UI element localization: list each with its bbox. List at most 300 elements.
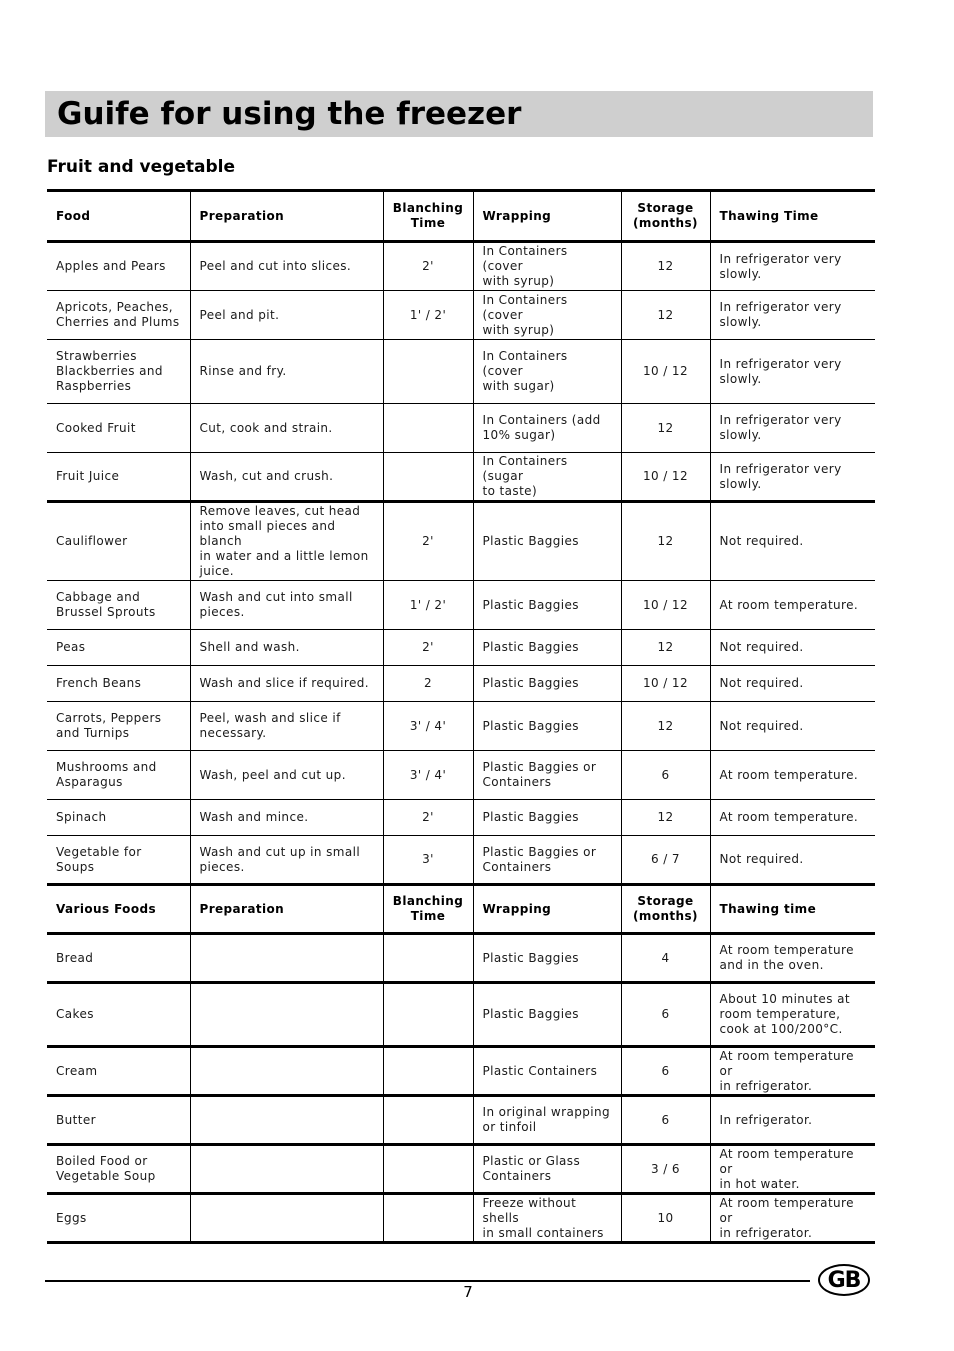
row-wrap-line: in small containers <box>482 1225 604 1240</box>
row-thaw-line: At room temperature or <box>719 1195 854 1225</box>
row-food-line: Mushrooms and <box>56 760 157 774</box>
row-cell-wrap <box>473 1096 621 1145</box>
table-row <box>47 800 875 836</box>
header-blanching-line: Time <box>410 909 446 923</box>
title-bar <box>45 91 873 137</box>
row-cell-prep <box>190 340 383 404</box>
header-food <box>47 885 190 934</box>
table-row <box>47 1096 875 1145</box>
row-storage-text: 12 <box>657 534 674 548</box>
header-wrapping <box>473 885 621 934</box>
row-wrap-line: Plastic Baggies <box>482 718 579 733</box>
row-wrap-line: Plastic Baggies <box>482 597 579 612</box>
row-wrap-line: Plastic Baggies or <box>482 844 597 859</box>
row-food-line: and Turnips <box>56 726 130 740</box>
row-wrap-line: In Containers (cover <box>482 292 568 322</box>
row-cell-wrap <box>473 934 621 983</box>
row-thaw-line: In refrigerator very <box>719 356 842 371</box>
row-cell-prep <box>190 404 383 453</box>
row-thaw-line: At room temperature or <box>719 1146 854 1176</box>
row-cell-wrap <box>473 836 621 885</box>
table-row <box>47 242 875 291</box>
row-wrap-line: Freeze without shells <box>482 1195 577 1225</box>
row-cell-thaw <box>710 453 875 502</box>
row-cell-wrap <box>473 404 621 453</box>
row-cell-thaw <box>710 1047 875 1096</box>
row-cell-wrap <box>473 800 621 836</box>
row-thaw-line: in refrigerator. <box>719 1078 813 1093</box>
row-storage-text: 4 <box>661 950 670 965</box>
row-cell-storage <box>621 581 710 630</box>
row-cell-storage <box>621 666 710 702</box>
header-storage-line: Storage <box>637 894 694 908</box>
row-cell-thaw <box>710 581 875 630</box>
header-preparation <box>190 191 383 242</box>
row-storage-text: 6 <box>661 1063 670 1078</box>
row-cell-wrap <box>473 1194 621 1243</box>
header-blanching-line: Blanching <box>392 201 464 215</box>
row-blanch-text: 2 <box>423 676 433 690</box>
row-thaw-line: In refrigerator very <box>719 461 842 476</box>
row-prep-line: pieces. <box>199 605 245 619</box>
row-cell-wrap <box>473 983 621 1047</box>
row-cell-blanch <box>383 291 473 340</box>
row-cell-prep <box>190 242 383 291</box>
table-row <box>47 630 875 666</box>
header-food <box>47 191 190 242</box>
row-cell-thaw <box>710 630 875 666</box>
header-blanching-line: Blanching <box>392 894 464 908</box>
row-wrap-line: Plastic Containers <box>482 1063 598 1078</box>
row-cell-prep <box>190 983 383 1047</box>
table-row <box>47 404 875 453</box>
row-cell-storage <box>621 340 710 404</box>
header-preparation-label: Preparation <box>199 208 285 223</box>
row-cell-blanch <box>383 836 473 885</box>
table-row <box>47 983 875 1047</box>
row-blanch-text: 3' <box>422 852 434 866</box>
row-cell-prep <box>190 581 383 630</box>
row-cell-blanch <box>383 983 473 1047</box>
row-wrap-line: In Containers (cover <box>482 244 568 273</box>
row-storage-text: 10 / 12 <box>642 364 688 378</box>
row-cell-storage <box>621 1047 710 1096</box>
row-wrap-line: 10% sugar) <box>482 428 556 442</box>
header-storage <box>621 191 710 242</box>
row-wrap-line: with sugar) <box>482 379 555 393</box>
row-thaw-line: At room temperature. <box>719 767 859 782</box>
row-thaw-line: In refrigerator very <box>719 251 842 266</box>
row-cell-prep <box>190 836 383 885</box>
row-storage-text: 6 <box>661 767 670 782</box>
row-prep-line: Rinse and fry. <box>199 364 287 378</box>
row-cell-thaw <box>710 1194 875 1243</box>
row-blanch-text: 2' <box>422 259 434 273</box>
row-prep-line: Peel and cut into slices. <box>199 259 352 273</box>
row-cell-food <box>47 983 190 1047</box>
row-prep-line: Wash and slice if required. <box>199 676 369 690</box>
row-prep-line: in water and a little lemon <box>199 549 369 563</box>
row-wrap-line: Plastic Baggies <box>482 534 579 548</box>
table-row <box>47 1145 875 1194</box>
row-wrap-line: In Containers (cover <box>482 349 568 378</box>
row-prep-line: into small pieces and blanch <box>199 519 336 548</box>
row-cell-wrap <box>473 453 621 502</box>
row-cell-thaw <box>710 934 875 983</box>
row-thaw-line: At room temperature. <box>719 597 859 612</box>
row-prep-line: Wash, cut and crush. <box>199 469 334 483</box>
row-wrap-line: with syrup) <box>482 322 555 337</box>
row-cell-blanch <box>383 242 473 291</box>
row-cell-storage <box>621 1194 710 1243</box>
row-blanch-text: 3' / 4' <box>409 767 447 782</box>
row-thaw-line: slowly. <box>719 266 762 281</box>
table-row <box>47 453 875 502</box>
row-cell-prep <box>190 630 383 666</box>
row-cell-blanch <box>383 502 473 581</box>
row-cell-storage <box>621 242 710 291</box>
row-thaw-line: Not required. <box>719 718 804 733</box>
page-title: Guife for using the freezer <box>57 96 522 132</box>
row-cell-blanch <box>383 453 473 502</box>
row-prep-line: Peel and pit. <box>199 307 280 322</box>
row-food-line: Cabbage and <box>56 590 141 604</box>
row-thaw-line: cook at 100/200°C. <box>719 1022 843 1036</box>
header-thawing <box>710 191 875 242</box>
table-row <box>47 340 875 404</box>
row-food-line: Strawberries <box>56 349 137 363</box>
table-row <box>47 702 875 751</box>
row-cell-prep <box>190 751 383 800</box>
row-cell-wrap <box>473 1145 621 1194</box>
row-cell-storage <box>621 291 710 340</box>
row-storage-text: 12 <box>657 259 674 273</box>
freezer-guide-table <box>47 189 875 1244</box>
header-preparation-label: Preparation <box>199 901 285 916</box>
row-cell-storage <box>621 502 710 581</box>
row-thaw-line: slowly. <box>719 315 762 329</box>
row-wrap-line: Containers <box>482 859 552 874</box>
row-wrap-line: Plastic Baggies <box>482 676 579 690</box>
row-thaw-line: slowly. <box>719 371 762 386</box>
row-thaw-line: and in the oven. <box>719 958 824 972</box>
row-food-line: Cream <box>56 1063 98 1078</box>
row-cell-food <box>47 666 190 702</box>
row-cell-prep <box>190 934 383 983</box>
row-blanch-text: 2' <box>422 810 434 824</box>
header-blanching <box>383 885 473 934</box>
row-wrap-line: In Containers (add <box>482 413 601 427</box>
row-thaw-line: In refrigerator very <box>719 413 842 427</box>
row-cell-blanch <box>383 934 473 983</box>
row-cell-food <box>47 581 190 630</box>
header-wrapping-label: Wrapping <box>482 901 552 916</box>
row-cell-blanch <box>383 666 473 702</box>
row-cell-wrap <box>473 242 621 291</box>
row-food-line: Apricots, Peaches, <box>56 300 174 314</box>
row-prep-line: Wash and cut into small <box>199 590 353 604</box>
header-blanching-line: Time <box>410 216 446 230</box>
row-food-line: Blackberries and <box>56 364 163 378</box>
row-cell-wrap <box>473 291 621 340</box>
row-food-line: Cauliflower <box>56 534 128 548</box>
row-storage-text: 6 <box>661 1112 670 1127</box>
row-thaw-line: room temperature, <box>719 1007 841 1021</box>
row-cell-food <box>47 404 190 453</box>
row-cell-blanch <box>383 751 473 800</box>
row-thaw-line: in hot water. <box>719 1176 800 1191</box>
row-cell-thaw <box>710 242 875 291</box>
row-cell-food <box>47 502 190 581</box>
row-cell-wrap <box>473 630 621 666</box>
row-cell-storage <box>621 751 710 800</box>
header-storage-line: (months) <box>633 216 698 230</box>
row-wrap-line: Plastic Baggies <box>482 810 579 824</box>
table-header-row <box>47 885 875 934</box>
header-blanching <box>383 191 473 242</box>
row-food-line: Cakes <box>56 1007 94 1021</box>
row-cell-food <box>47 1096 190 1145</box>
row-cell-storage <box>621 836 710 885</box>
row-wrap-line: or tinfoil <box>482 1120 537 1134</box>
row-food-line: Bread <box>56 950 94 965</box>
row-food-line: Fruit Juice <box>56 469 120 483</box>
header-wrapping <box>473 191 621 242</box>
row-storage-text: 6 / 7 <box>651 852 680 866</box>
row-thaw-line: At room temperature <box>719 943 854 957</box>
row-cell-prep <box>190 666 383 702</box>
row-cell-storage <box>621 1145 710 1194</box>
row-wrap-line: Plastic Baggies <box>482 640 579 654</box>
row-food-line: Spinach <box>56 810 107 824</box>
row-wrap-line: Plastic Baggies <box>482 1007 579 1021</box>
row-wrap-line: to taste) <box>482 484 538 498</box>
header-thawing-label: Thawing Time <box>719 208 819 223</box>
row-storage-text: 12 <box>657 810 674 824</box>
header-wrapping-label: Wrapping <box>482 208 552 223</box>
row-cell-prep <box>190 1047 383 1096</box>
row-storage-text: 10 / 12 <box>642 597 688 612</box>
row-cell-wrap <box>473 751 621 800</box>
row-storage-text: 10 / 12 <box>642 469 688 483</box>
row-food-line: Boiled Food or <box>56 1154 148 1168</box>
row-food-line: Brussel Sprouts <box>56 605 156 619</box>
row-thaw-line: Not required. <box>719 640 804 654</box>
row-thaw-line: slowly. <box>719 476 762 491</box>
row-food-line: Vegetable for Soups <box>56 844 142 874</box>
row-cell-blanch <box>383 1096 473 1145</box>
table-row <box>47 751 875 800</box>
table-row <box>47 581 875 630</box>
header-storage <box>621 885 710 934</box>
row-cell-blanch <box>383 1194 473 1243</box>
table-row <box>47 1047 875 1096</box>
row-cell-food <box>47 1047 190 1096</box>
row-cell-wrap <box>473 502 621 581</box>
row-prep-line: juice. <box>199 564 234 578</box>
row-cell-food <box>47 1145 190 1194</box>
row-cell-prep <box>190 1194 383 1243</box>
page-number: 7 <box>463 1283 473 1301</box>
row-prep-line: Remove leaves, cut head <box>199 504 361 518</box>
row-wrap-line: Containers <box>482 775 552 789</box>
row-cell-blanch <box>383 1047 473 1096</box>
row-cell-storage <box>621 453 710 502</box>
row-cell-food <box>47 934 190 983</box>
row-cell-storage <box>621 702 710 751</box>
row-cell-wrap <box>473 581 621 630</box>
row-cell-storage <box>621 800 710 836</box>
row-cell-prep <box>190 1096 383 1145</box>
row-thaw-line: In refrigerator very <box>719 300 842 314</box>
row-cell-thaw <box>710 291 875 340</box>
row-thaw-line: Not required. <box>719 676 804 690</box>
row-blanch-text: 1' / 2' <box>409 597 447 612</box>
row-cell-thaw <box>710 666 875 702</box>
row-wrap-line: Containers <box>482 1169 552 1183</box>
row-cell-prep <box>190 1145 383 1194</box>
gb-region-badge: GB <box>818 1264 870 1296</box>
row-prep-line: Peel, wash and slice if <box>199 711 341 725</box>
row-blanch-text: 3' / 4' <box>409 718 447 733</box>
row-wrap-line: Plastic Baggies <box>482 950 579 965</box>
header-thawing-label: Thawing time <box>719 901 817 916</box>
table-header-row <box>47 191 875 242</box>
header-storage-line: (months) <box>633 909 698 923</box>
header-preparation <box>190 885 383 934</box>
row-food-line: Carrots, Peppers <box>56 711 162 725</box>
table-row <box>47 934 875 983</box>
row-cell-storage <box>621 934 710 983</box>
row-prep-line: Wash and mince. <box>199 810 309 824</box>
row-thaw-line: At room temperature or <box>719 1048 854 1078</box>
row-thaw-line: About 10 minutes at <box>719 992 850 1006</box>
row-food-line: Eggs <box>56 1210 87 1225</box>
row-cell-prep <box>190 502 383 581</box>
header-storage-line: Storage <box>637 201 694 215</box>
row-cell-thaw <box>710 836 875 885</box>
row-cell-food <box>47 1194 190 1243</box>
row-wrap-line: Plastic Baggies or <box>482 760 597 774</box>
row-cell-blanch <box>383 340 473 404</box>
row-storage-text: 12 <box>657 718 674 733</box>
row-cell-food <box>47 242 190 291</box>
row-cell-thaw <box>710 983 875 1047</box>
row-cell-blanch <box>383 404 473 453</box>
row-wrap-line: In original wrapping <box>482 1105 611 1119</box>
row-cell-food <box>47 836 190 885</box>
table-row <box>47 836 875 885</box>
row-food-line: Cooked Fruit <box>56 420 136 435</box>
row-cell-prep <box>190 702 383 751</box>
table-row <box>47 502 875 581</box>
row-storage-text: 6 <box>661 1007 670 1021</box>
row-thaw-line: Not required. <box>719 852 804 866</box>
header-food-label: Various Foods <box>56 901 156 916</box>
row-cell-thaw <box>710 340 875 404</box>
row-cell-storage <box>621 983 710 1047</box>
row-cell-thaw <box>710 751 875 800</box>
row-food-line: Apples and Pears <box>56 259 166 273</box>
row-food-line: French Beans <box>56 676 142 690</box>
row-cell-wrap <box>473 340 621 404</box>
row-thaw-line: in refrigerator. <box>719 1225 813 1240</box>
row-storage-text: 12 <box>657 640 674 654</box>
row-cell-food <box>47 751 190 800</box>
row-cell-food <box>47 453 190 502</box>
row-cell-food <box>47 800 190 836</box>
row-thaw-line: slowly. <box>719 428 762 442</box>
row-cell-blanch <box>383 630 473 666</box>
row-cell-thaw <box>710 502 875 581</box>
row-wrap-line: In Containers (sugar <box>482 454 568 483</box>
row-blanch-text: 2' <box>422 534 434 548</box>
row-food-line: Asparagus <box>56 775 123 789</box>
row-storage-text: 12 <box>657 420 674 435</box>
row-thaw-line: Not required. <box>719 534 804 548</box>
row-cell-thaw <box>710 1096 875 1145</box>
footer-divider <box>45 1280 810 1282</box>
row-cell-wrap <box>473 702 621 751</box>
row-prep-line: Shell and wash. <box>199 640 300 654</box>
row-cell-wrap <box>473 1047 621 1096</box>
row-thaw-line: At room temperature. <box>719 810 859 824</box>
row-food-line: Vegetable Soup <box>56 1169 156 1183</box>
row-cell-thaw <box>710 702 875 751</box>
row-cell-prep <box>190 800 383 836</box>
freezer-guide-body <box>47 191 875 1243</box>
row-cell-blanch <box>383 1145 473 1194</box>
table-row <box>47 666 875 702</box>
row-prep-line: Cut, cook and strain. <box>199 420 333 435</box>
row-cell-prep <box>190 453 383 502</box>
row-prep-line: pieces. <box>199 859 245 874</box>
row-cell-prep <box>190 291 383 340</box>
table-row <box>47 1194 875 1243</box>
section-subtitle: Fruit and vegetable <box>47 157 235 177</box>
header-food-label: Food <box>56 208 91 223</box>
row-wrap-line: Plastic or Glass <box>482 1154 581 1168</box>
row-cell-storage <box>621 404 710 453</box>
row-food-line: Butter <box>56 1112 96 1127</box>
row-cell-food <box>47 630 190 666</box>
row-cell-wrap <box>473 666 621 702</box>
row-cell-food <box>47 340 190 404</box>
row-prep-line: Wash and cut up in small <box>199 844 361 859</box>
row-cell-thaw <box>710 404 875 453</box>
row-food-line: Peas <box>56 640 86 654</box>
row-cell-food <box>47 702 190 751</box>
row-cell-thaw <box>710 800 875 836</box>
row-prep-line: Wash, peel and cut up. <box>199 767 346 782</box>
row-cell-blanch <box>383 581 473 630</box>
row-blanch-text: 1' / 2' <box>409 307 447 322</box>
row-food-line: Cherries and Plums <box>56 315 180 329</box>
row-cell-storage <box>621 630 710 666</box>
row-storage-text: 3 / 6 <box>651 1161 680 1176</box>
row-thaw-line: In refrigerator. <box>719 1112 813 1127</box>
row-storage-text: 10 <box>657 1210 674 1225</box>
row-prep-line: necessary. <box>199 726 267 740</box>
header-thawing <box>710 885 875 934</box>
row-cell-storage <box>621 1096 710 1145</box>
row-cell-blanch <box>383 702 473 751</box>
row-cell-blanch <box>383 800 473 836</box>
table-row <box>47 291 875 340</box>
row-cell-food <box>47 291 190 340</box>
row-food-line: Raspberries <box>56 379 132 393</box>
row-storage-text: 10 / 12 <box>642 676 688 690</box>
